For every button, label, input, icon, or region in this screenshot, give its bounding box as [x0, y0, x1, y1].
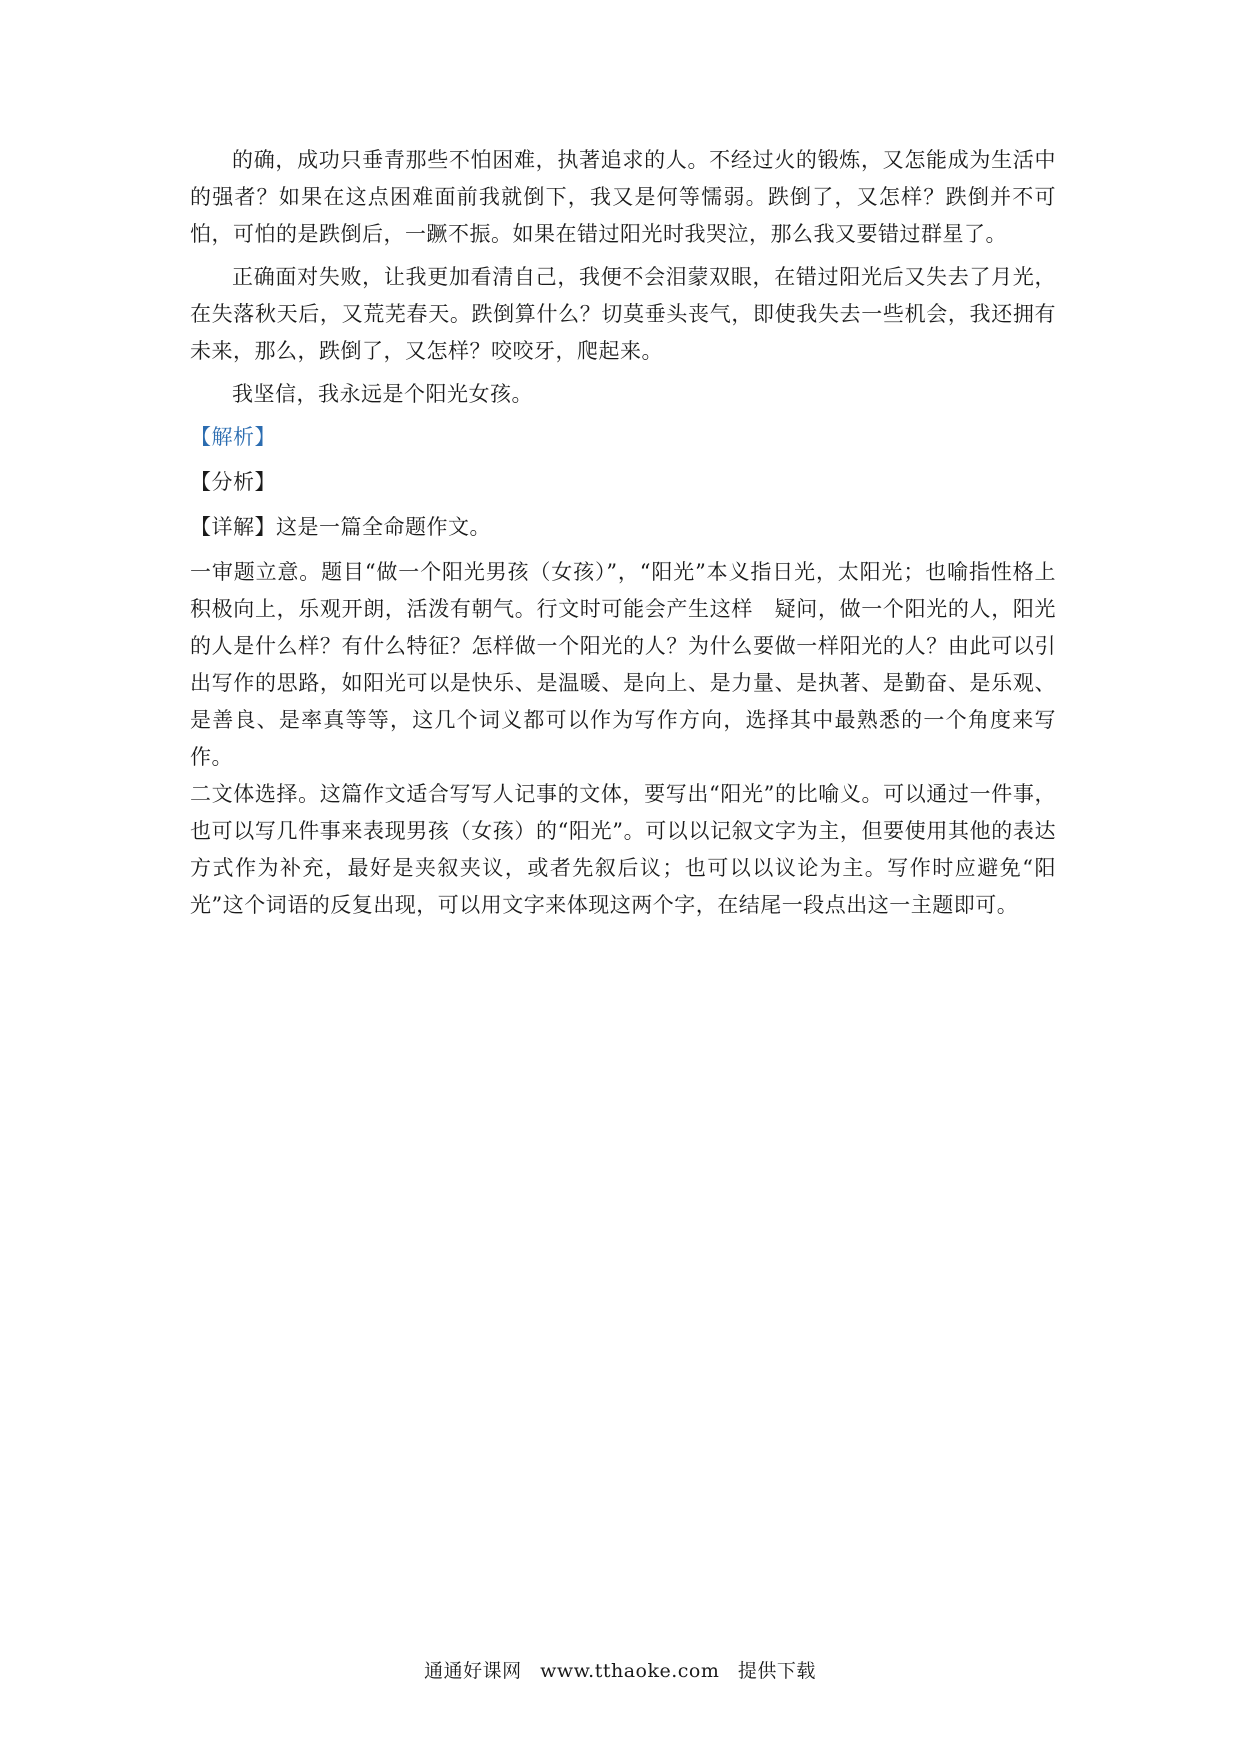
fenxi-heading: 【分析】	[190, 470, 276, 494]
jiexi-label: 【解析】	[190, 425, 276, 449]
xiangjie-line	[190, 509, 1056, 546]
page-footer	[0, 1656, 1240, 1683]
document-body	[190, 142, 1056, 924]
analysis-point-one: 一审题立意。题目“做一个阳光男孩（女孩）”，“阳光”本义指日光，太阳光；也喻指性格上积极向上，乐观开朗，活泼有朝气。行文时可能会产生这样 疑问，做一个阳光的人，阳光的人是什么样？有什么特征？怎样做一个阳光的人？为什么要做一样阳光的人？由此可以引出写作的思路，如阳光可以是快乐、是温暖、是向上、是力量、是执著、是勤奋、是乐观、是善良、是率真等等，这几个词义都可以作为写作方向，选择其中最熟悉的一个角度来写作。	[190, 560, 1056, 769]
essay-paragraph-1: 的确，成功只垂青那些不怕困难，执著追求的人。不经过火的锻炼，又怎能成为生活中的强者？如果在这点困难面前我就倒下，我又是何等懦弱。跌倒了，又怎样？跌倒并不可怕，可怕的是跌倒后，一蹶不振。如果在错过阳光时我哭泣，那么我又要错过群星了。	[190, 148, 1056, 246]
xiangjie-label: 【详解】	[190, 515, 276, 539]
essay-paragraph-3: 我坚信，我永远是个阳光女孩。	[232, 382, 533, 406]
xiangjie-text: 这是一篇全命题作文。	[276, 515, 491, 539]
analysis-point-two: 二文体选择。这篇作文适合写写人记事的文体，要写出“阳光”的比喻义。可以通过一件事，也可以写几件事来表现男孩（女孩）的“阳光”。可以以记叙文字为主，但要使用其他的表达方式作为补充，最好是夹叙夹议，或者先叙后议；也可以以议论为主。写作时应避免“阳光”这个词语的反复出现，可以用文字来体现这两个字，在结尾一段点出这一主题即可。	[190, 782, 1056, 917]
footer-url: www.tthaoke.com	[540, 1660, 720, 1682]
jiexi-heading	[190, 419, 1056, 456]
footer-site-name: 通通好课网	[424, 1660, 522, 1682]
essay-paragraph-2: 正确面对失败，让我更加看清自己，我便不会泪蒙双眼，在错过阳光后又失去了月光，在失落秋天后，又荒芜春天。跌倒算什么？切莫垂头丧气，即使我失去一些机会，我还拥有未来，那么，跌倒了，又怎样？咬咬牙，爬起来。	[190, 265, 1056, 363]
footer-download-text: 提供下载	[737, 1660, 816, 1682]
